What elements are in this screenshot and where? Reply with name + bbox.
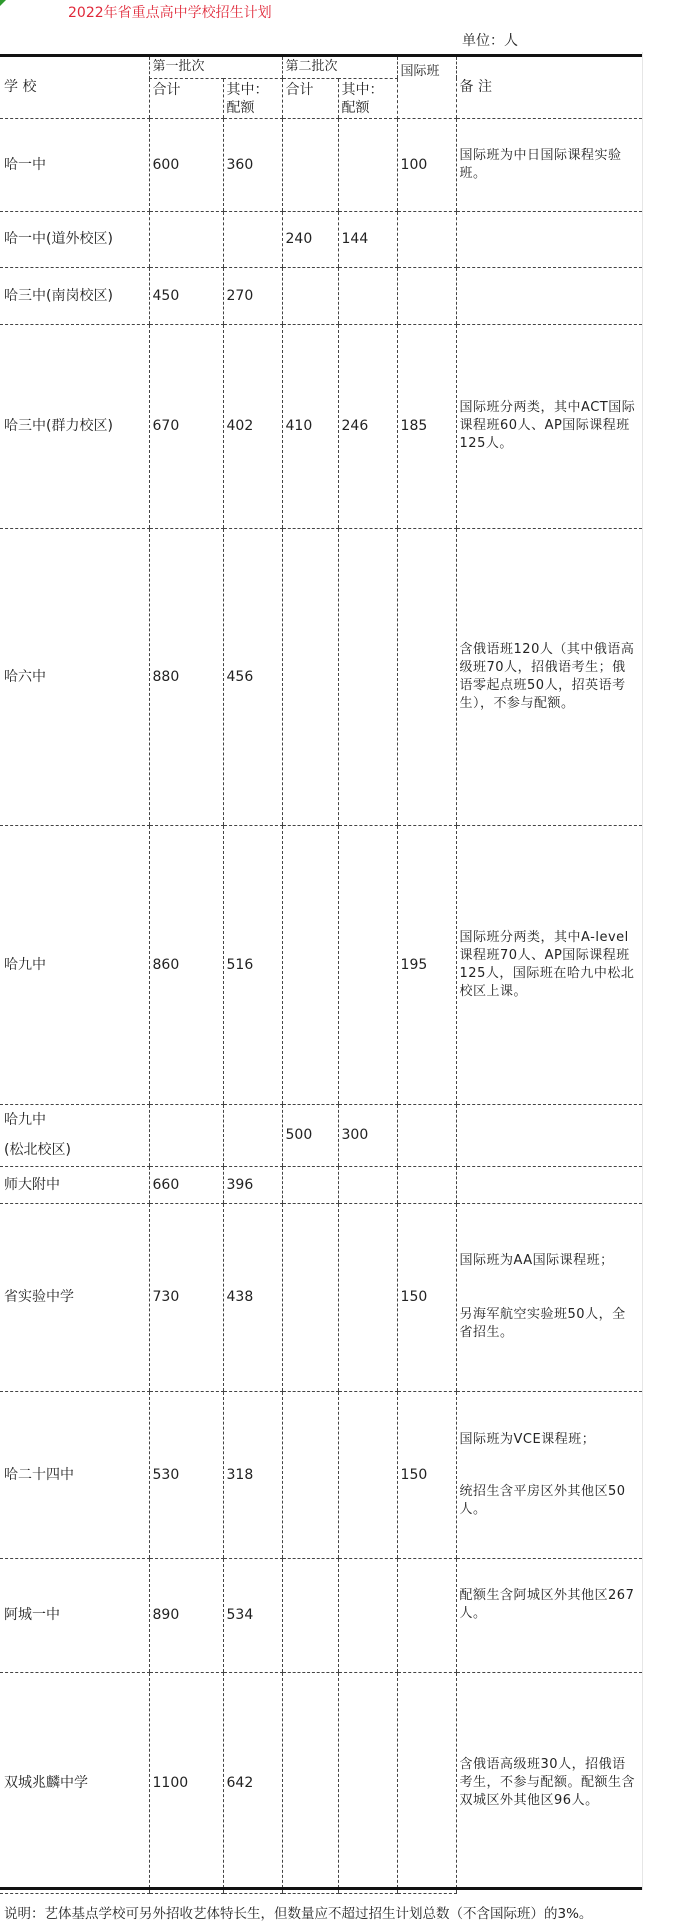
- b1-total: 530: [149, 1391, 223, 1558]
- corner-mark: [0, 0, 6, 6]
- b2-quota: [338, 1672, 397, 1893]
- table-row: [0, 1203, 642, 1391]
- b2-total: 240: [282, 211, 338, 267]
- school-name: 阿城一中: [0, 1558, 149, 1672]
- b1-quota: 456: [223, 528, 282, 825]
- header-b1-quota: 其中：配额: [223, 78, 282, 118]
- remark: [456, 1672, 642, 1893]
- table-row: [0, 1672, 642, 1893]
- table-row: [0, 324, 642, 528]
- b2-total: [282, 1203, 338, 1391]
- school-name: [0, 1104, 149, 1166]
- b2-total: [282, 118, 338, 211]
- header-intl: 国际班: [397, 57, 456, 118]
- remark: [456, 211, 642, 267]
- b1-total: [149, 211, 223, 267]
- table-row: [0, 528, 642, 825]
- school-name: 哈三中(南岗校区): [0, 267, 149, 324]
- remark: [456, 1203, 642, 1391]
- header-remark: 备 注: [456, 57, 642, 118]
- b2-total: [282, 1672, 338, 1893]
- intl-count: [397, 1166, 456, 1203]
- remark: [456, 1104, 642, 1166]
- b1-quota: 438: [223, 1203, 282, 1391]
- table-row: [0, 1391, 642, 1558]
- table-row: [0, 118, 642, 211]
- remark: [456, 1558, 642, 1672]
- header-b2-total: 合计: [282, 78, 338, 118]
- enrollment-plan-table: [0, 57, 642, 1894]
- b2-total: [282, 267, 338, 324]
- remark: [456, 825, 642, 1104]
- b1-total: 600: [149, 118, 223, 211]
- school-name: 哈一中: [0, 118, 149, 211]
- b1-quota: 534: [223, 1558, 282, 1672]
- b1-total: 670: [149, 324, 223, 528]
- b2-quota: 300: [338, 1104, 397, 1166]
- b1-total: 890: [149, 1558, 223, 1672]
- b1-total: 660: [149, 1166, 223, 1203]
- intl-count: [397, 1104, 456, 1166]
- b1-total: 450: [149, 267, 223, 324]
- b2-quota: [338, 1391, 397, 1558]
- b1-total: 1100: [149, 1672, 223, 1893]
- remark-text: 统招生含平房区外其他区50人。: [459, 1483, 626, 1517]
- b1-quota: 642: [223, 1672, 282, 1893]
- intl-count: [397, 267, 456, 324]
- intl-count: 150: [397, 1203, 456, 1391]
- b2-quota: [338, 1166, 397, 1203]
- remark-text: 含俄语班120人（其中俄语高级班70人，招俄语考生；俄语零起点班50人，招英语考生），不参与配额。: [459, 641, 635, 711]
- b2-quota: [338, 528, 397, 825]
- b1-quota: [223, 1104, 282, 1166]
- header-b2-quota: 其中：配额: [338, 78, 397, 118]
- intl-count: [397, 1672, 456, 1893]
- b1-total: 860: [149, 825, 223, 1104]
- b1-total: 730: [149, 1203, 223, 1391]
- header-batch2: 第二批次: [282, 57, 397, 78]
- b1-total: 880: [149, 528, 223, 825]
- unit-label: 单位：人: [462, 33, 518, 49]
- footnote: 说明：艺体基点学校可另外招收艺体特长生，但数量应不超过招生计划总数（不含国际班）的3%。: [4, 1906, 593, 1922]
- b1-quota: 402: [223, 324, 282, 528]
- intl-count: 185: [397, 324, 456, 528]
- intl-count: [397, 1558, 456, 1672]
- school-name: 哈一中(道外校区): [0, 211, 149, 267]
- table-row: [0, 1166, 642, 1203]
- intl-count: [397, 211, 456, 267]
- remark-text: 另海军航空实验班50人，全省招生。: [459, 1307, 626, 1340]
- bottom-rule: [0, 1887, 642, 1890]
- remark-text: 含俄语高级班30人，招俄语考生，不参与配额。配额生含双城区外其他区96人。: [459, 1756, 636, 1808]
- b1-quota: [223, 211, 282, 267]
- remark: [456, 324, 642, 528]
- remark: [456, 118, 642, 211]
- school-name: 哈六中: [0, 528, 149, 825]
- b2-quota: [338, 825, 397, 1104]
- b2-total: [282, 1166, 338, 1203]
- b1-quota: 360: [223, 118, 282, 211]
- school-name-line2: (松北校区): [4, 1142, 71, 1158]
- remark-text: 配额生含阿城区外其他区267人。: [459, 1587, 635, 1621]
- b2-total: [282, 825, 338, 1104]
- b1-quota: 516: [223, 825, 282, 1104]
- b2-quota: [338, 118, 397, 211]
- remark: [456, 267, 642, 324]
- remark-text: 国际班分两类，其中A-level课程班70人、AP国际课程班125人，国际班在哈九中松北校区上课。: [459, 929, 635, 999]
- school-name: 师大附中: [0, 1166, 149, 1203]
- school-name: 哈三中(群力校区): [0, 324, 149, 528]
- b1-quota: 270: [223, 267, 282, 324]
- document-title: 2022年省重点高中学校招生计划: [68, 5, 272, 21]
- school-name: 省实验中学: [0, 1203, 149, 1391]
- remark-text: 国际班分两类，其中ACT国际课程班60人、AP国际课程班125人。: [459, 400, 636, 451]
- table-row: [0, 825, 642, 1104]
- remark-text: 国际班为中日国际课程实验班。: [459, 147, 622, 181]
- remark: [456, 1391, 642, 1558]
- b2-quota: [338, 267, 397, 324]
- school-name: 双城兆麟中学: [0, 1672, 149, 1893]
- b2-total: [282, 1558, 338, 1672]
- table-row: [0, 211, 642, 267]
- intl-count: [397, 528, 456, 825]
- b1-total: [149, 1104, 223, 1166]
- school-name: 哈二十四中: [0, 1391, 149, 1558]
- remark: [456, 528, 642, 825]
- remark: [456, 1166, 642, 1203]
- intl-count: 150: [397, 1391, 456, 1558]
- b1-quota: 318: [223, 1391, 282, 1558]
- header-batch1: 第一批次: [149, 57, 282, 78]
- remark-text: 国际班为VCE课程班；: [459, 1431, 596, 1447]
- school-name: 哈九中: [0, 825, 149, 1104]
- b2-quota: 144: [338, 211, 397, 267]
- table-row: [0, 1104, 642, 1166]
- header-school: 学 校: [0, 57, 149, 118]
- remark-text: 国际班为AA国际课程班；: [459, 1253, 614, 1268]
- intl-count: 100: [397, 118, 456, 211]
- b2-quota: [338, 1203, 397, 1391]
- b1-quota: 396: [223, 1166, 282, 1203]
- b2-total: 500: [282, 1104, 338, 1166]
- table-row: [0, 1558, 642, 1672]
- intl-count: 195: [397, 825, 456, 1104]
- b2-quota: [338, 1558, 397, 1672]
- school-name-line1: 哈九中: [4, 1112, 46, 1128]
- b2-quota: 246: [338, 324, 397, 528]
- header-b1-total: 合计: [149, 78, 223, 118]
- table-row: [0, 267, 642, 324]
- b2-total: [282, 1391, 338, 1558]
- right-margin: [642, 52, 700, 1890]
- b2-total: [282, 528, 338, 825]
- b2-total: 410: [282, 324, 338, 528]
